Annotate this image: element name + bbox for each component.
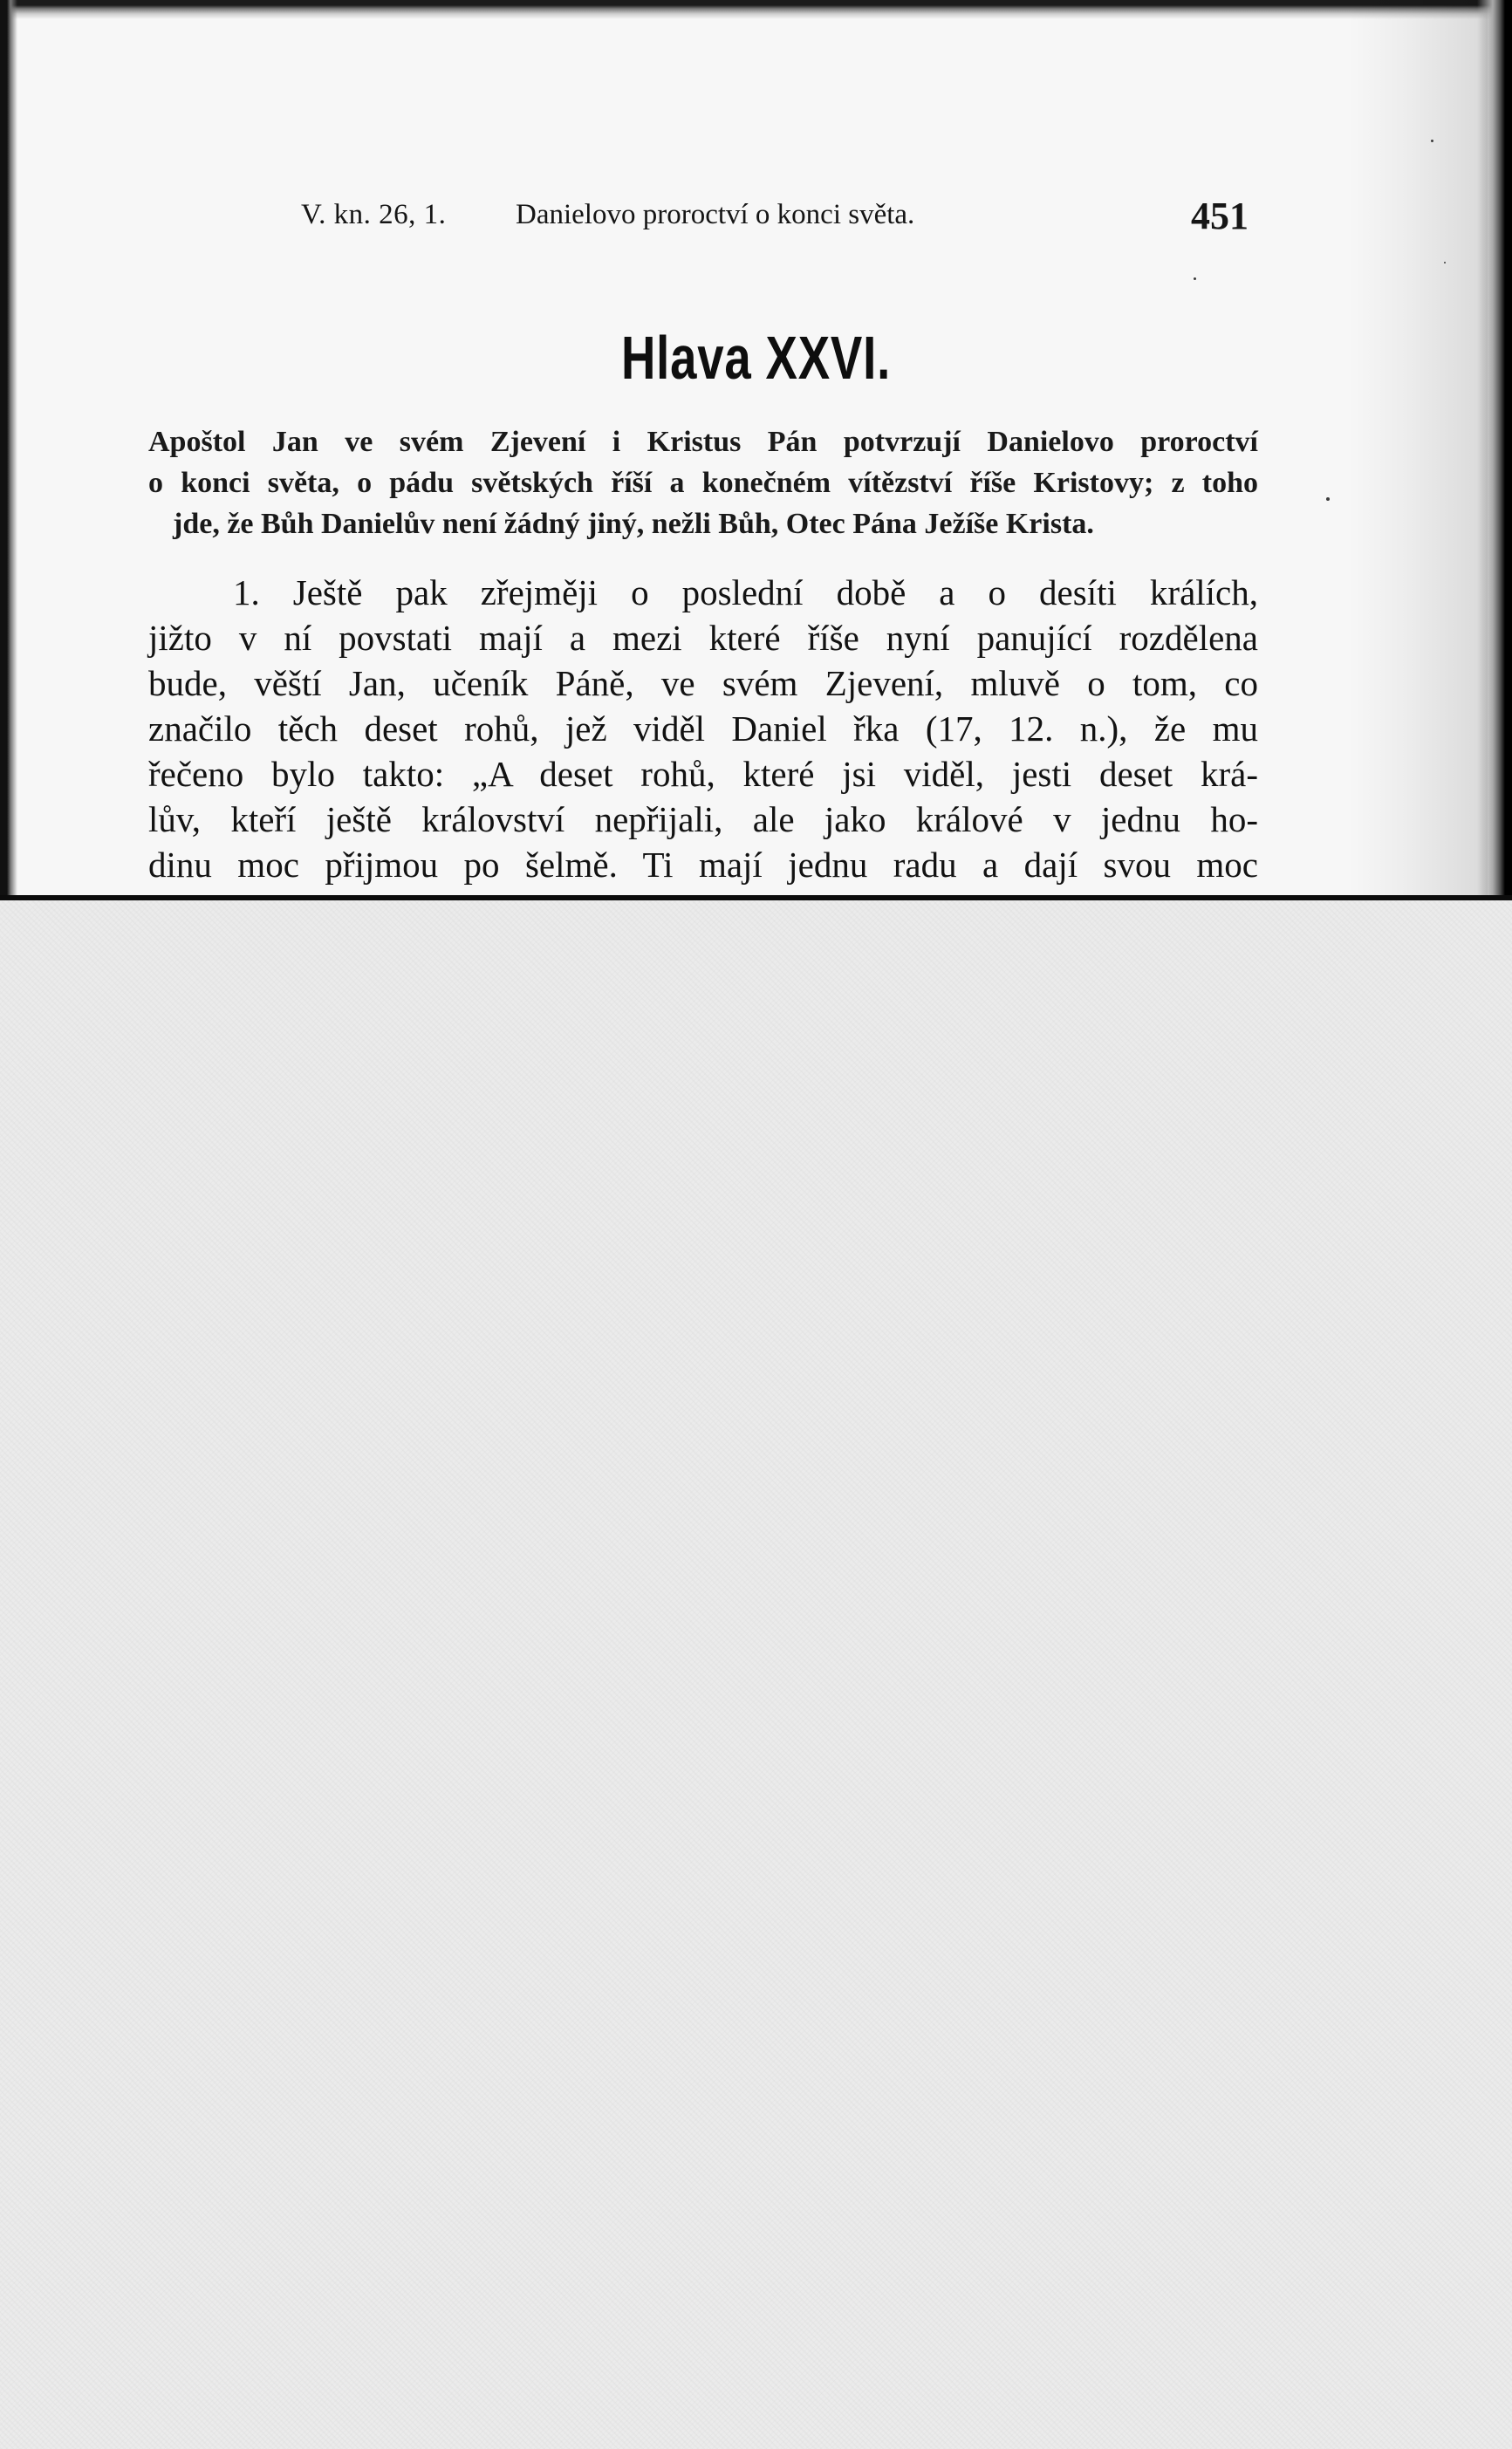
body-line: bude, věští Jan, učeník Páně, ve svém Zjevení, mluvě o tom, co (148, 663, 1258, 703)
body-line: dinu moc přijmou po šelmě. Ti mají jednu radu a dají svou moc (148, 845, 1258, 885)
body-line: řečeno bylo takto: „A deset rohů, které jsi viděl, jesti deset krá- (148, 754, 1258, 794)
summary-line: Apoštol Jan ve svém Zjevení i Kristus Pán potvrzují Danielovo proroctví (148, 426, 1258, 458)
body-paragraph (148, 570, 1258, 887)
page-number: 451 (1191, 195, 1249, 237)
body-line: 1. Ještě pak zřejměji o poslední době a o desíti králích, (233, 572, 1258, 612)
scan-left-edge (0, 0, 17, 900)
chapter-title: Hlava XXVI. (620, 324, 892, 392)
summary-line: jde, že Bůh Danielův není žádný jiný, nežli Bůh, Otec Pána Ježíše Krista. (173, 508, 1094, 540)
running-head (301, 194, 1261, 237)
scan-right-shadow (1348, 0, 1488, 900)
scanned-page (0, 0, 1512, 900)
scan-right-edge (1477, 0, 1512, 900)
scan-top-edge (0, 0, 1512, 19)
body-line: značilo těch deset rohů, jež viděl Daniel řka (17, 12. n.), že mu (148, 708, 1258, 749)
body-line: lův, kteří ještě království nepřijali, ale jako králové v jednu ho- (148, 799, 1258, 839)
scan-bottom-edge (0, 895, 1512, 900)
running-head-title: Danielovo proroctví o konci světa. (516, 199, 915, 230)
summary-line: o konci světa, o pádu světských říší a konečném vítězství říše Kristovy; z toho (148, 467, 1258, 499)
body-line: jižto v ní povstati mají a mezi které říše nyní panující rozdělena (148, 618, 1258, 658)
chapter-summary (148, 421, 1258, 544)
running-head-reference: V. kn. 26, 1. (301, 199, 447, 230)
blank-lower-area (0, 900, 1512, 2449)
